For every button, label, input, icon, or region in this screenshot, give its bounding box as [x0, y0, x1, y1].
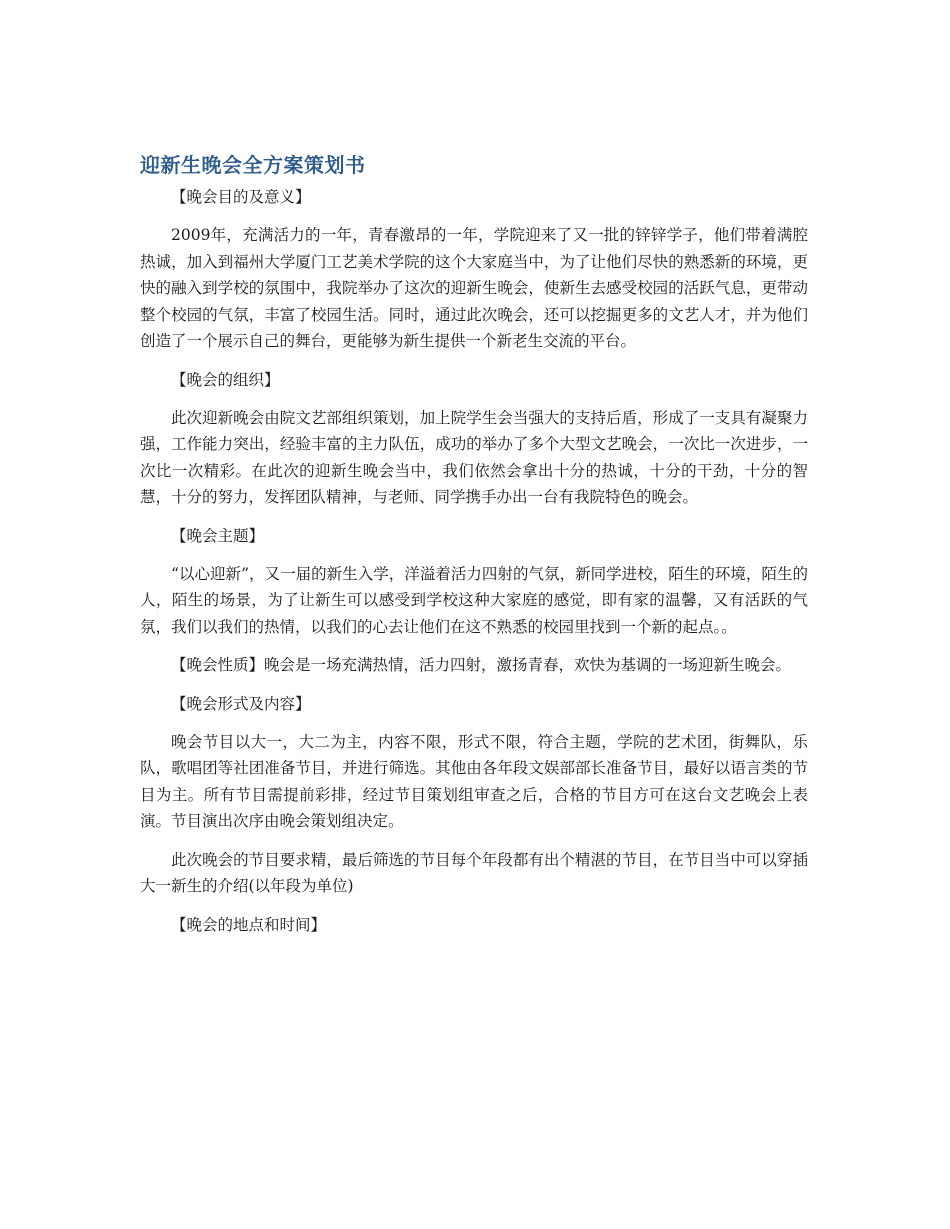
paragraph-theme: “以心迎新”，又一届的新生入学，洋溢着活力四射的气氛，新同学进校，陌生的环境，陌生的人，陌生的场景，为了让新生可以感受到学校这种大家庭的感觉，即有家的温馨，又有活跃的气氛，我们以我们的热情，以我们的心去让他们在这不熟悉的校园里找到一个新的起点。。 [140, 564, 808, 636]
inline-text-nature: 晚会是一场充满热情，活力四射，激扬青春，欢快为基调的一场迎新生晚会。 [264, 656, 792, 674]
paragraph-nature [140, 652, 808, 679]
section-heading-venue-time: 【晚会的地点和时间】 [171, 915, 327, 934]
paragraph-purpose: 2009年，充满活力的一年，青春激昂的一年，学院迎来了又一批的锌锌学子，他们带着满腔热诚，加入到福州大学厦门工艺美术学院的这个大家庭当中，为了让他们尽快的熟悉新的环境，更快的融入到学校的氛围中，我院举办了这次的迎新生晚会，使新生去感受校园的活跃气息，更带动整个校园的气氛，丰富了校园生活。同时，通过此次晚会，还可以挖掘更多的文艺人才，并为他们创造了一个展示自己的舞台，更能够为新生提供一个新老生交流的平台。 [140, 226, 808, 350]
section-heading-format: 【晚会形式及内容】 [171, 694, 311, 713]
paragraph-organization: 此次迎新晚会由院文艺部组织策划，加上院学生会当强大的支持后盾，形成了一支具有凝聚力强，工作能力突出，经验丰富的主力队伍，成功的举办了多个大型文艺晚会，一次比一次进步，一次比一次精彩。在此次的迎新生晚会当中，我们依然会拿出十分的热诚，十分的干劲，十分的智慧，十分的努力，发挥团队精神，与老师、同学携手办出一台有我院特色的晚会。 [140, 408, 808, 506]
section-heading-purpose: 【晚会目的及意义】 [171, 188, 311, 206]
paragraph-format-2: 此次晚会的节目要求精，最后筛选的节目每个年段都有出个精湛的节目，在节目当中可以穿插大一新生的介绍(以年段为单位) [140, 850, 808, 895]
paragraph-format-1: 晚会节目以大一，大二为主，内容不限，形式不限，符合主题，学院的艺术团，街舞队，乐队，歌唱团等社团准备节目，并进行筛选。其他由各年段文娱部部长准备节目，最好以语言类的节目为主。所有节目需提前彩排，经过节目策划组审查之后，合格的节目方可在这台文艺晚会上表演。节目演出次序由晚会策划组决定。 [140, 732, 808, 830]
document-page [140, 150, 808, 950]
inline-heading-nature: 【晚会性质】 [171, 656, 265, 674]
section-heading-organization: 【晚会的组织】 [171, 370, 280, 389]
document-title: 迎新生晚会全方案策划书 [140, 153, 366, 177]
section-heading-theme: 【晚会主题】 [171, 526, 265, 545]
